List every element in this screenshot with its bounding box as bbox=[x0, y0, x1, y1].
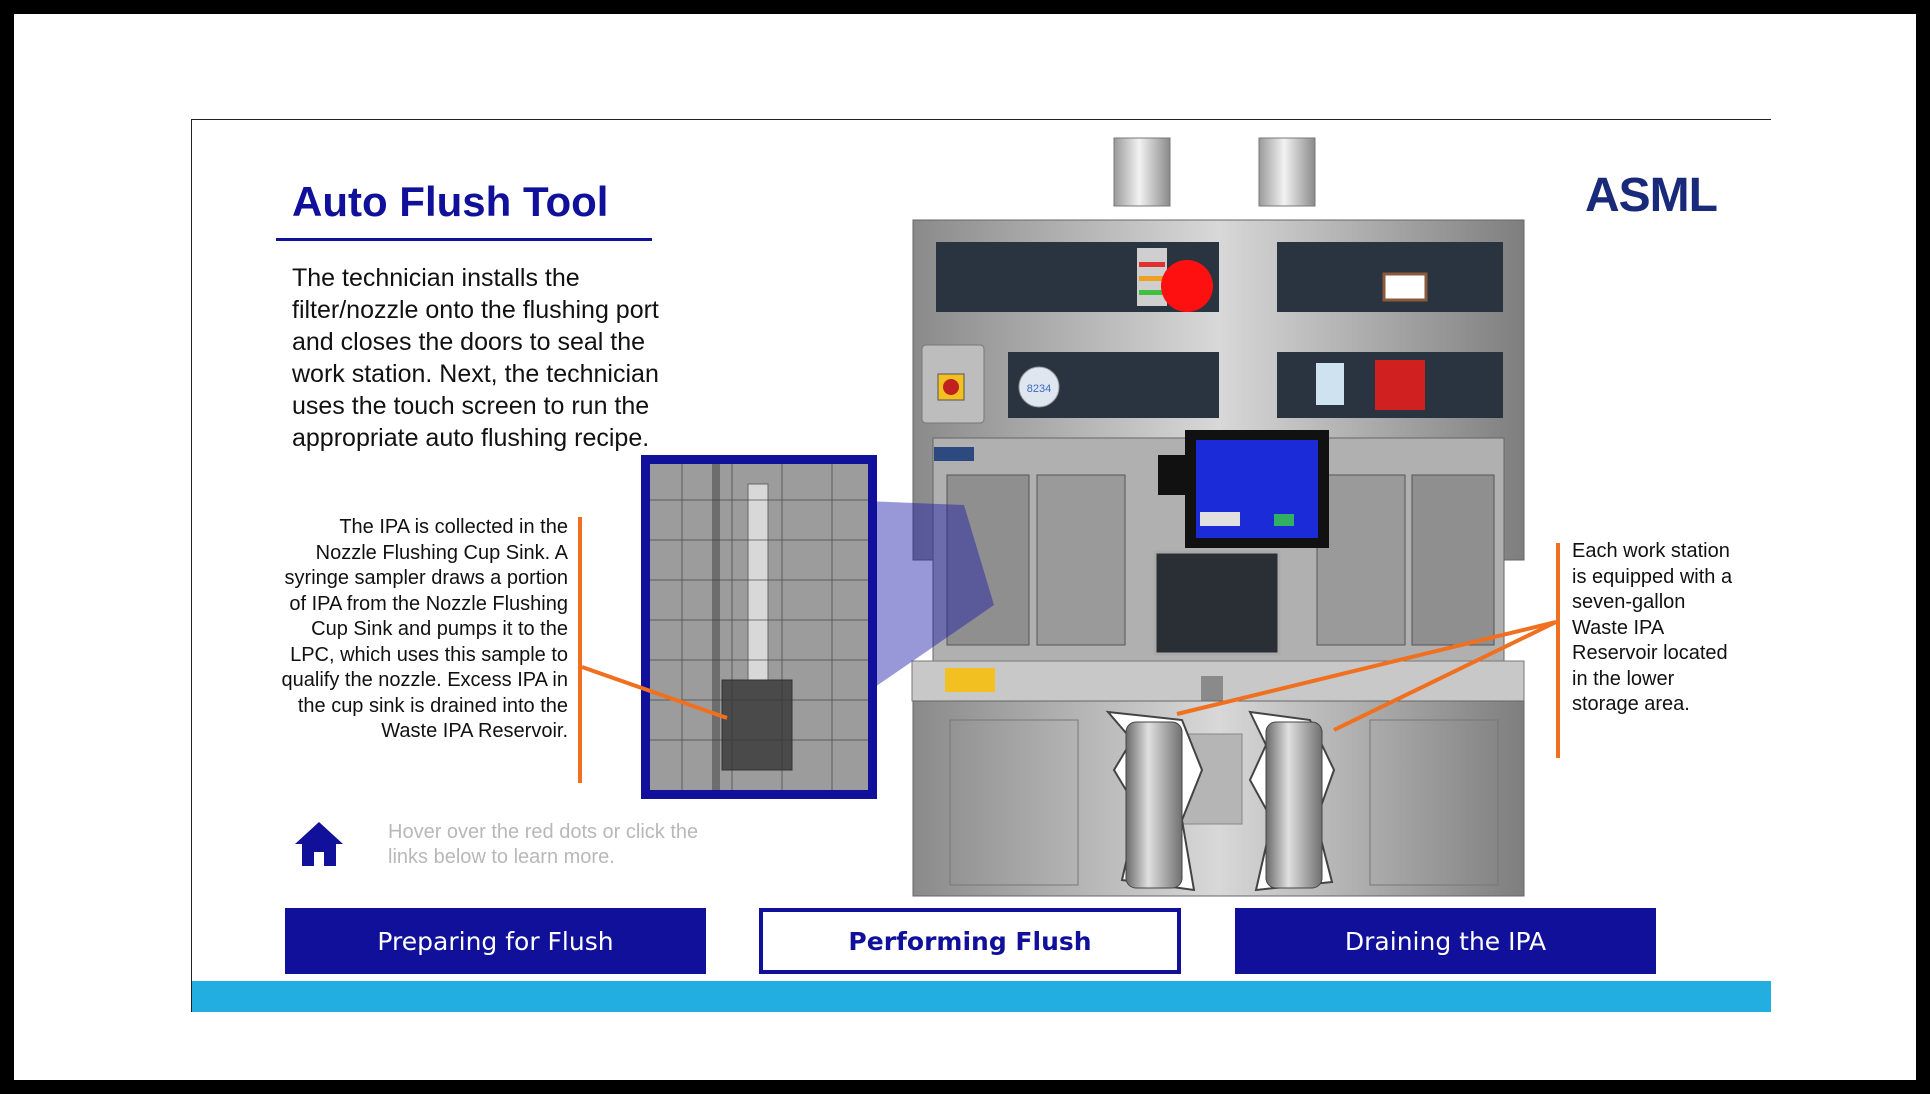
page-title: Auto Flush Tool bbox=[292, 178, 609, 225]
hint-text: Hover over the red dots or click the links below to learn more. bbox=[388, 821, 699, 868]
preparing-for-flush-button[interactable]: Preparing for Flush bbox=[285, 908, 706, 974]
waste-ipa-reservoir-left bbox=[1126, 722, 1182, 888]
svg-text:8234: 8234 bbox=[1026, 383, 1052, 395]
center-viewing-window bbox=[1155, 552, 1279, 654]
ipa-callout-text: The IPA is collected in the Nozzle Flushing Cup Sink. A syringe sampler draws a portion of IPA from the Nozzle Flushing Cup Sink and pumps it to the LPC, which uses this sample to qualify the nozzle. Excess IPA in the cup sink is drained into the Waste IPA Reservoir. bbox=[281, 516, 568, 742]
draining-the-ipa-button[interactable]: Draining the IPA bbox=[1235, 908, 1656, 974]
label-plate bbox=[1384, 274, 1426, 300]
workstation-window-4 bbox=[1412, 475, 1494, 645]
waste-reservoir-callout-text: Each work station is equipped with a seven-gallon Waste IPA Reservoir located in the lower storage area. bbox=[1572, 540, 1733, 715]
home-button[interactable] bbox=[293, 818, 345, 870]
home-icon bbox=[293, 818, 345, 870]
intro-text: The technician installs the filter/nozzle onto the flushing port and closes the doors to seal the work station. Next, the technician uses the touch screen to run the appropriate auto flushing recipe. bbox=[292, 264, 659, 452]
red-dot-hotspot[interactable] bbox=[1161, 260, 1213, 312]
emergency-stop-box bbox=[1375, 360, 1425, 410]
slide bbox=[191, 119, 1771, 1012]
asml-logo: ASML bbox=[1585, 169, 1717, 222]
workstation-window-2 bbox=[1037, 475, 1125, 645]
exhaust-pipe-left bbox=[1114, 138, 1170, 206]
waste-ipa-reservoir-right bbox=[1266, 722, 1322, 888]
performing-flush-button[interactable]: Performing Flush bbox=[759, 908, 1181, 974]
exhaust-pipe-right bbox=[1259, 138, 1315, 206]
workstation-window-3 bbox=[1317, 475, 1405, 645]
slide-frame bbox=[14, 14, 1916, 1080]
screen-mount-arm bbox=[1158, 455, 1185, 495]
auto-flush-tool-illustration bbox=[192, 120, 1771, 1012]
footer-accent-bar bbox=[192, 981, 1771, 1012]
